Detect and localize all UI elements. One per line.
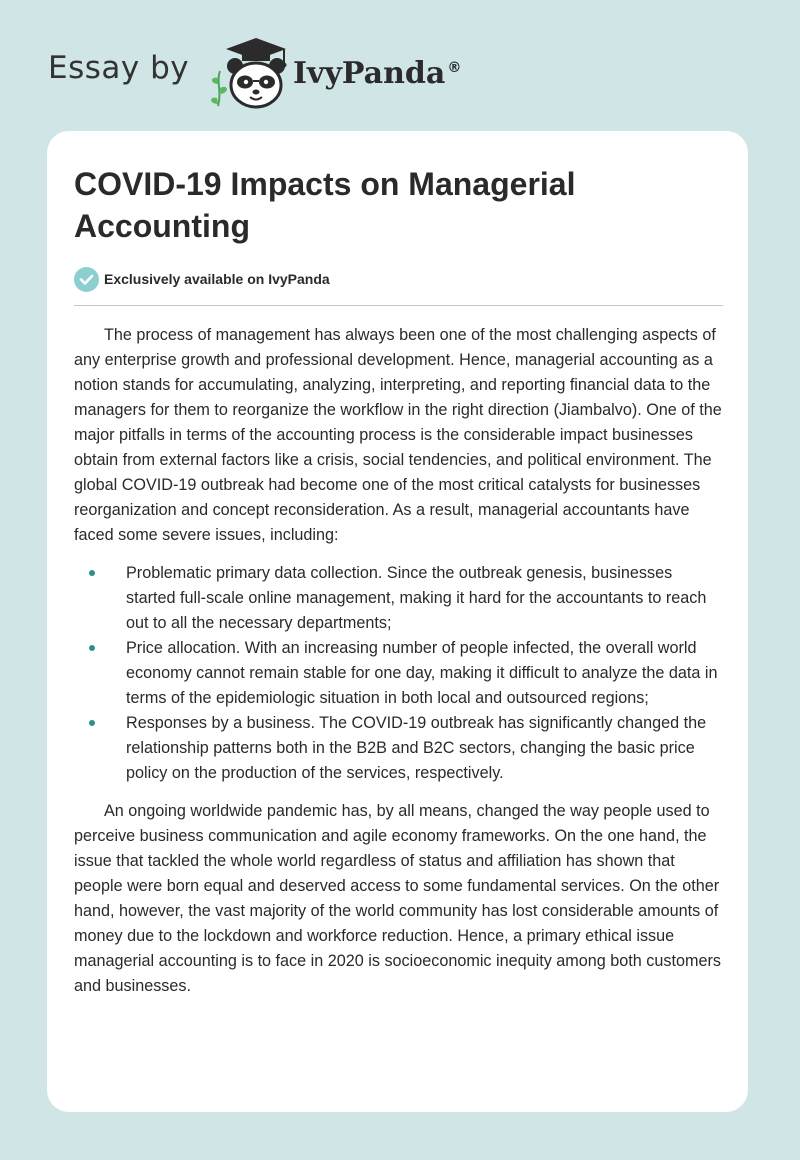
- bullet-list: [74, 561, 723, 786]
- list-item-text: Problematic primary data collection. Since the outbreak genesis, businesses started full-scale online management, making it hard for the accountants to reach out to all the necessary departments;: [126, 564, 707, 632]
- essay-body: [74, 323, 723, 999]
- list-item-text: Responses by a business. The COVID-19 outbreak has significantly changed the relationship patterns both in the B2B and B2C sectors, changing the basic price policy on the production of the services, respectively.: [126, 714, 707, 782]
- brand-logo-text[interactable]: IvyPanda ®: [293, 56, 462, 91]
- list-item: [74, 561, 723, 636]
- list-item: [74, 636, 723, 711]
- bullet-dot-icon: [89, 720, 95, 726]
- essay-title: COVID-19 Impacts on Managerial Accounting: [74, 166, 576, 244]
- check-circle-icon: [74, 267, 99, 292]
- essay-by-label: Essay by: [48, 50, 190, 86]
- exclusive-label: Exclusively available on IvyPanda: [104, 271, 330, 287]
- panda-mascot-icon[interactable]: [198, 36, 290, 110]
- essay-card: [47, 131, 748, 1112]
- registered-mark: ®: [447, 60, 462, 76]
- bullet-dot-icon: [89, 645, 95, 651]
- divider: [74, 305, 723, 306]
- paragraph: An ongoing worldwide pandemic has, by all means, changed the way people used to perceive business communication and agile economy frameworks. On the one hand, the issue that tackled the whole world regardless of status and affiliation has shown that people were born equal and deserved access to some fundamental services. On the other hand, however, the vast majority of the world community has lost considerable amounts of money due to the lockdown and workforce reduction. Hence, a primary ethical issue managerial accounting is to face in 2020 is socioeconomic inequity among both customers and businesses.: [74, 802, 721, 995]
- exclusive-badge: [74, 265, 723, 293]
- bullet-dot-icon: [89, 570, 95, 576]
- site-header: [48, 36, 748, 108]
- list-item: [74, 711, 723, 786]
- paragraph: The process of management has always been one of the most challenging aspects of any enterprise growth and professional development. Hence, managerial accounting as a notion stands for accumulating, analyzing, interpreting, and reporting financial data to the managers for them to reorganize the workflow in the right direction (Jiambalvo). One of the major pitfalls in terms of the accounting process is the considerable impact businesses obtain from external factors like a crisis, social tendencies, and political environment. The global COVID-19 outbreak had become one of the most critical catalysts for businesses reorganization and concept reconsideration. As a result, managerial accountants have faced some severe issues, including:: [74, 326, 722, 544]
- list-item-text: Price allocation. With an increasing number of people infected, the overall world economy cannot remain stable for one day, making it difficult to analyze the data in terms of the epidemiologic situation in both local and outsourced regions;: [126, 639, 718, 707]
